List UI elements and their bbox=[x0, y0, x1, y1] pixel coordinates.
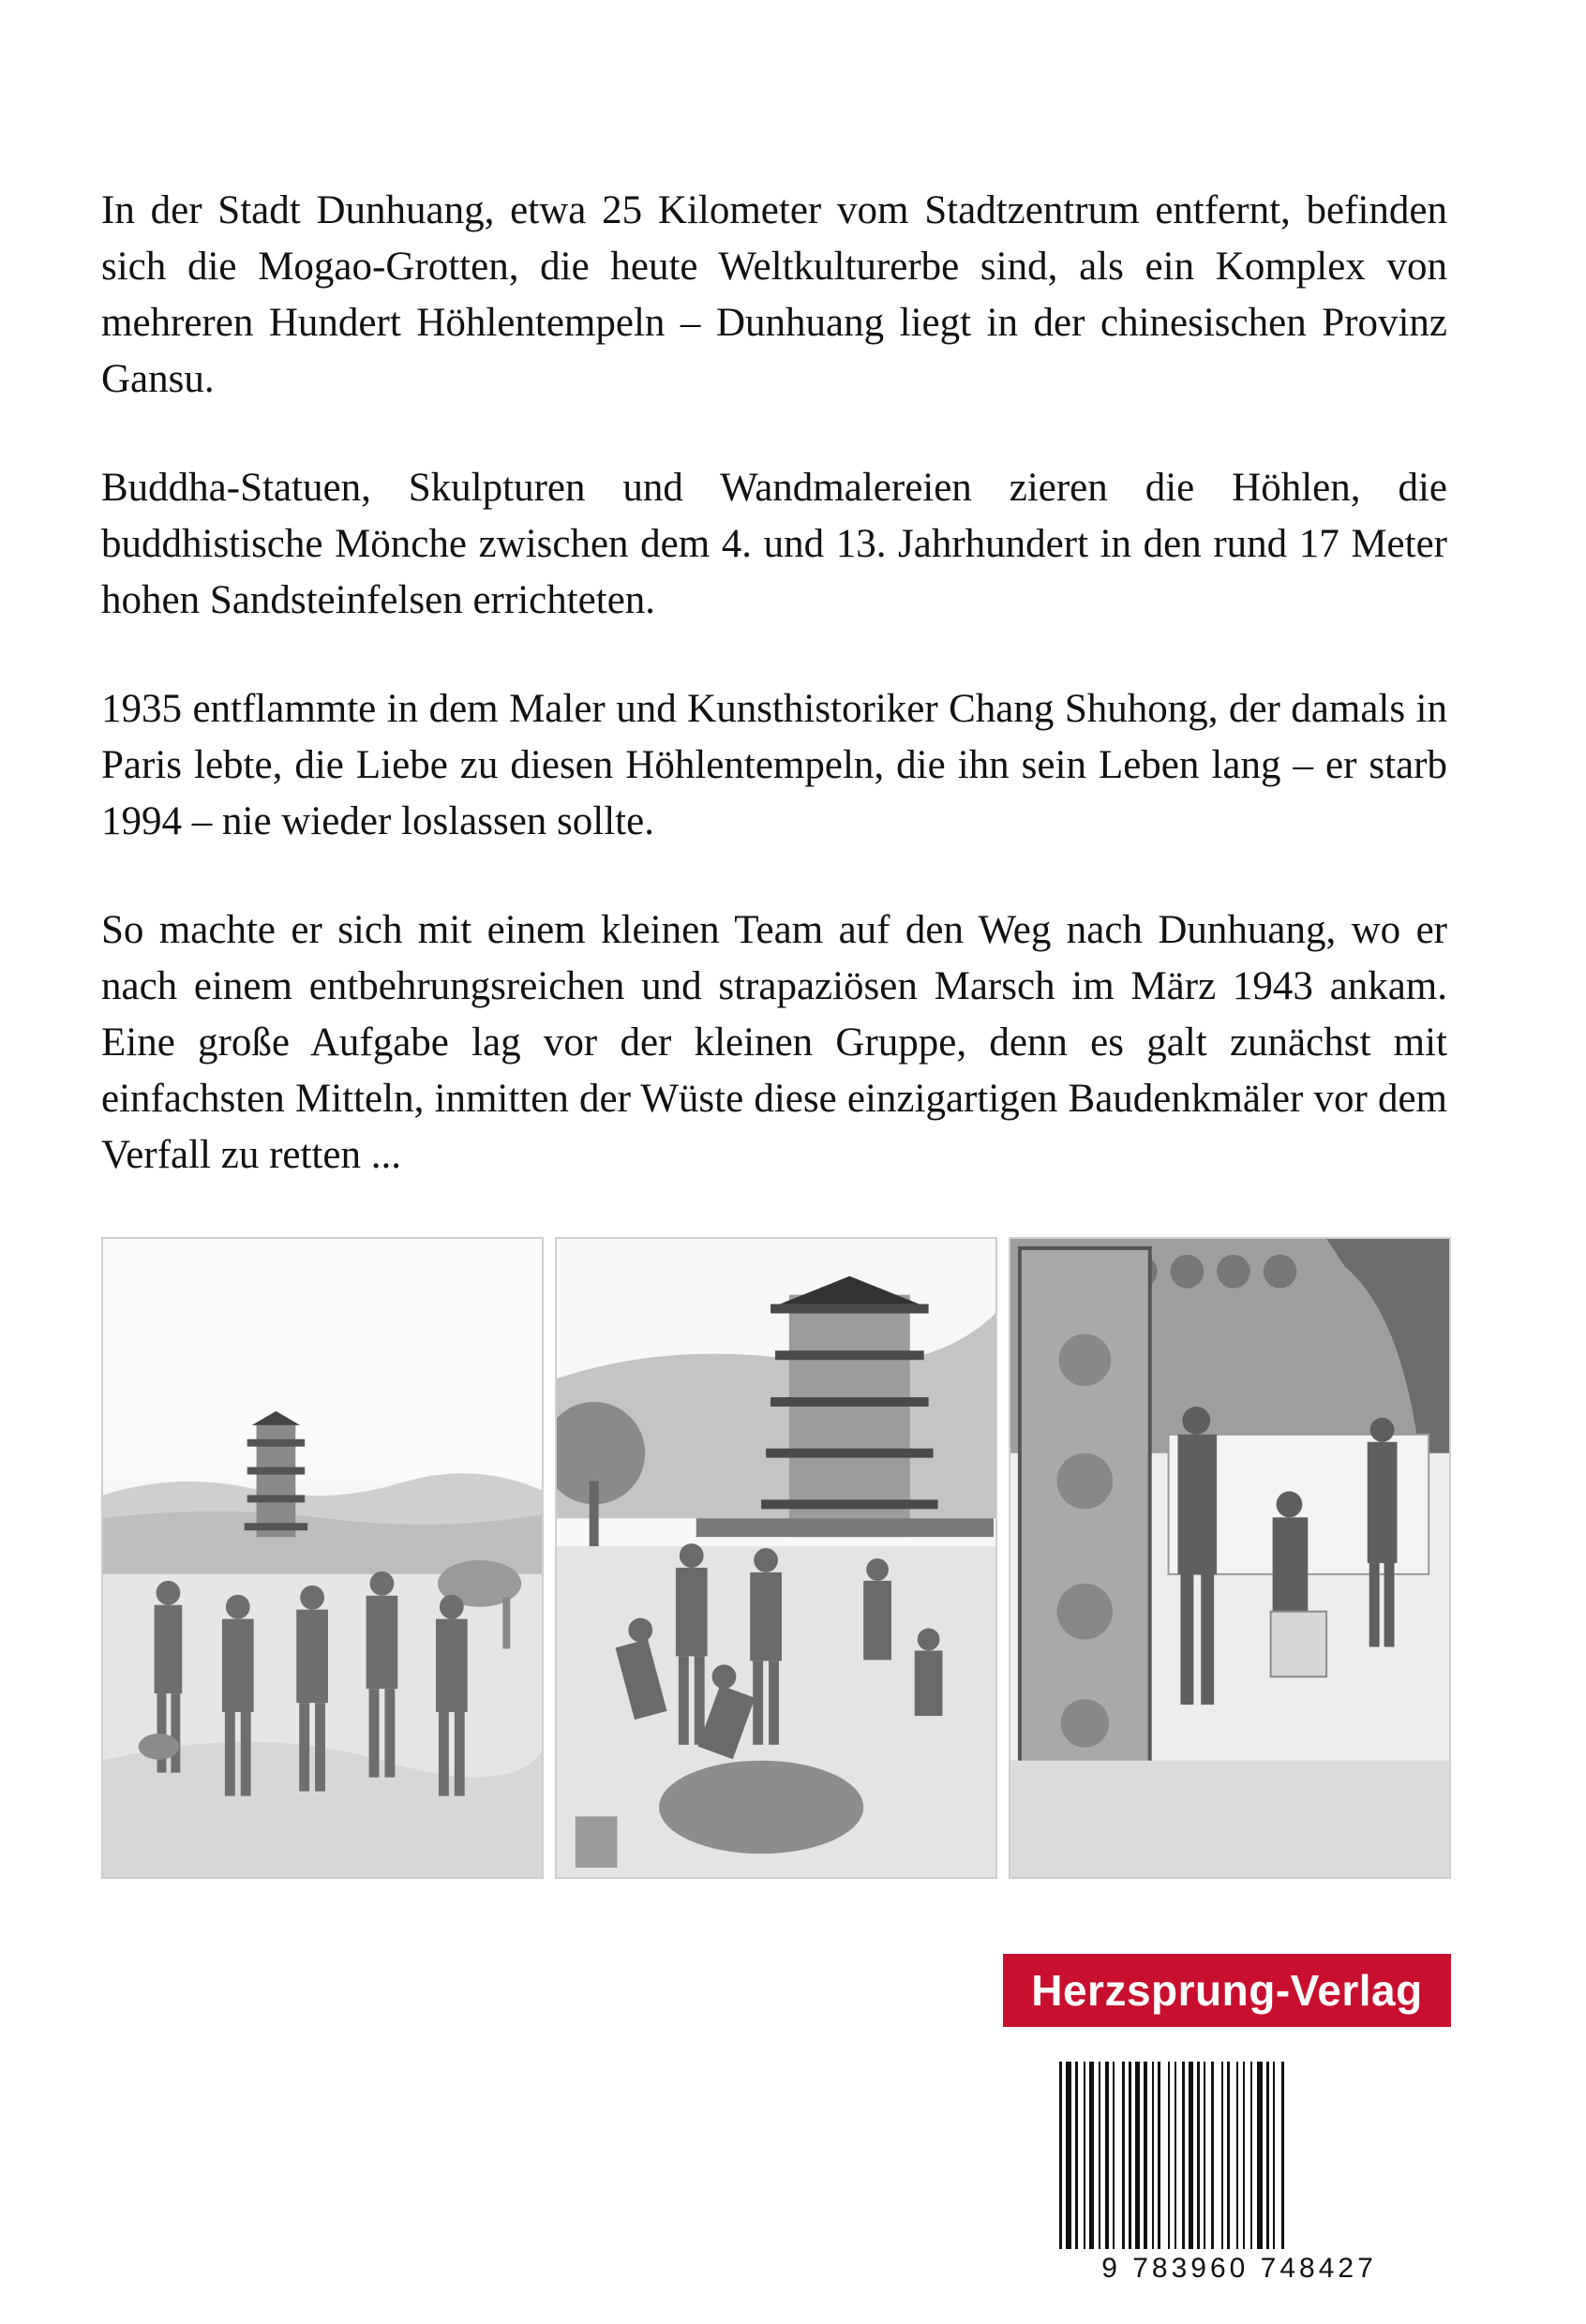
barcode-bar bbox=[1243, 2062, 1245, 2249]
barcode-bar bbox=[1105, 2062, 1109, 2249]
barcode-bar bbox=[1257, 2062, 1263, 2249]
blurb-paragraph-4: So machte er sich mit einem kleinen Team auf den Weg nach Dunhuang, wo er nach einem entbehrungsreichen und strapaziösen Marsch im März 1943 ankam. Eine große Aufgabe lag vor der kleinen Gruppe, denn es galt zunächst mit einfachsten Mitteln, inmitten der Wüste diese einzigartigen Baudenkmäler vor dem Verfall zu retten ... bbox=[101, 908, 1447, 1177]
barcode-bar bbox=[1182, 2062, 1185, 2249]
barcode-bar bbox=[1129, 2062, 1131, 2249]
barcode-bar bbox=[1266, 2062, 1269, 2249]
barcode-bar bbox=[1273, 2062, 1275, 2249]
barcode-bar bbox=[1158, 2062, 1160, 2249]
illustration-mural-copying bbox=[1009, 1237, 1451, 1879]
barcode-bar bbox=[1144, 2062, 1147, 2249]
barcode-bar bbox=[1099, 2062, 1100, 2249]
illustration-temple-work bbox=[555, 1237, 997, 1879]
isbn-barcode bbox=[1031, 2052, 1448, 2287]
barcode-bar bbox=[1189, 2062, 1193, 2249]
barcode-bar bbox=[1175, 2062, 1176, 2249]
barcode-bar bbox=[1084, 2062, 1085, 2249]
barcode-bar bbox=[1122, 2062, 1125, 2249]
barcode-bar bbox=[1221, 2062, 1223, 2249]
barcode-bar bbox=[1089, 2062, 1094, 2249]
barcode-bar bbox=[1211, 2062, 1214, 2249]
illustration-arrival bbox=[101, 1237, 544, 1879]
barcode-bar bbox=[1135, 2062, 1140, 2249]
blurb-paragraph-3: 1935 entflammte in dem Maler und Kunsthistoriker Chang Shuhong, der damals in Paris lebte, die Liebe zu diesen Höhlentempeln, die ihn sein Leben lang – er starb 1994 – nie wieder loslassen sollte. bbox=[101, 687, 1447, 843]
barcode-bar bbox=[1113, 2062, 1115, 2249]
blurb-paragraph-1: In der Stadt Dunhuang, etwa 25 Kilometer vom Stadtzentrum entfernt, befinden sich die Mogao-Grotten, die heute Weltkulturerbe sind, als ein Komplex von mehreren Hundert Höhlentempeln – Dunhuang liegt in der chinesischen Provinz Gansu. bbox=[101, 188, 1447, 401]
barcode-bar bbox=[1059, 2062, 1062, 2249]
barcode-bar bbox=[1281, 2062, 1284, 2249]
barcode-bar bbox=[1075, 2062, 1078, 2249]
barcode-bar bbox=[1197, 2062, 1200, 2249]
barcode-bar bbox=[1236, 2062, 1238, 2249]
barcode-graphic bbox=[1031, 2052, 1448, 2287]
barcode-digits: 9 783960 748427 bbox=[1101, 2253, 1377, 2284]
barcode-bar bbox=[1152, 2062, 1154, 2249]
barcode-bar bbox=[1066, 2062, 1071, 2249]
illustration-strip bbox=[101, 1237, 1451, 1879]
blurb-paragraph-2: Buddha-Statuen, Skulpturen und Wandmalereien zieren die Höhlen, die buddhistische Mönche zwischen dem 4. und 13. Jahrhundert in den rund 17 Meter hohen Sandsteinfelsen errichteten. bbox=[101, 466, 1447, 622]
publisher-logo: Herzsprung-Verlag bbox=[1003, 1954, 1451, 2027]
barcode-bar bbox=[1250, 2062, 1252, 2249]
back-cover-blurb bbox=[101, 183, 1447, 1236]
barcode-bar bbox=[1227, 2062, 1230, 2249]
barcode-bar bbox=[1168, 2062, 1170, 2249]
barcode-bar bbox=[1204, 2062, 1205, 2249]
